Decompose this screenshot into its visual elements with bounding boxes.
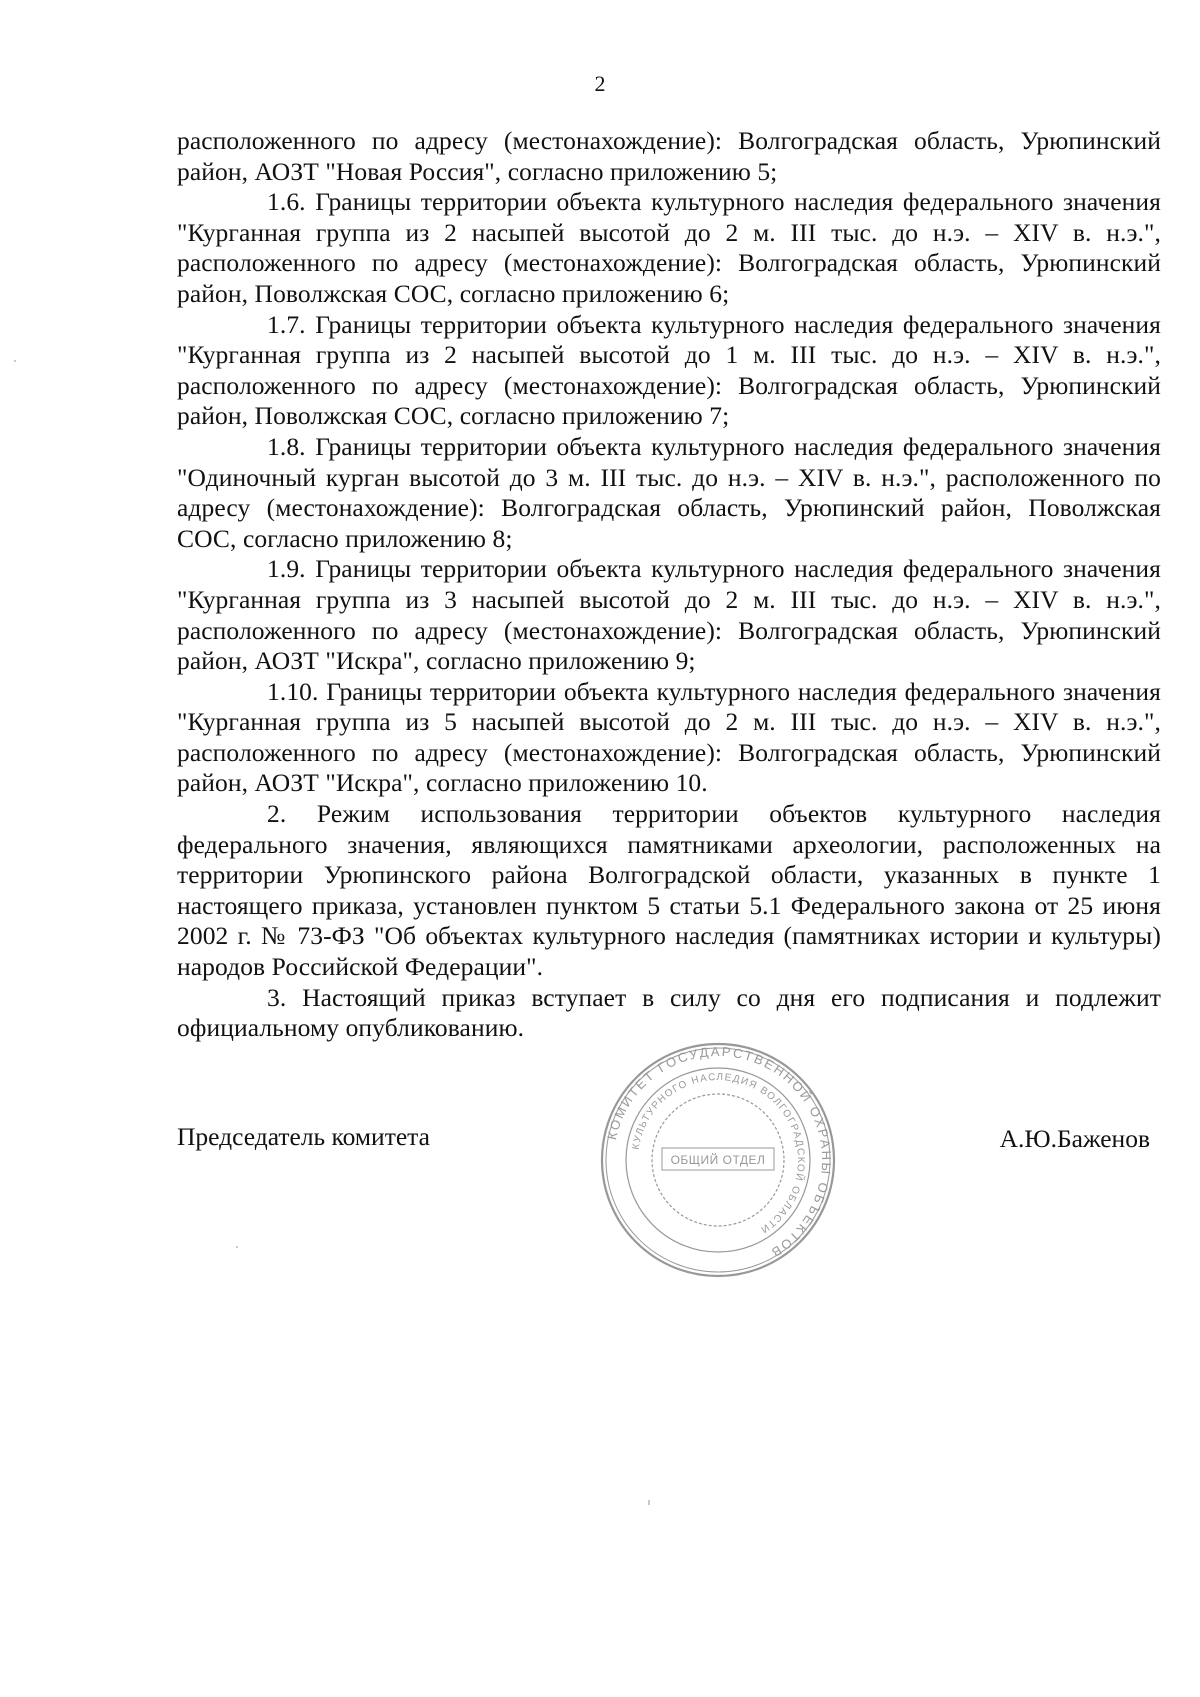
signatory-position: Председатель комитета: [177, 1122, 430, 1151]
document-body: [177, 126, 1161, 1044]
paragraph-continuation: расположенного по адресу (местонахождение): Волгоградская область, Урюпинский район, АОЗТ "Новая Россия", согласно приложению 5;: [177, 126, 1161, 186]
scan-artifact: [648, 1500, 650, 1505]
paragraph-2: 2. Режим использования территории объектов культурного наследия федерального значения, являющихся памятниками археологии, расположенных на территории Урюпинского района Волгоградской области, указанных в пункте 1 настоящего приказа, установлен пунктом 5 статьи 5.1 Федерального закона от 25 июня 2002 г. № 73-ФЗ "Об объектах культурного наследия (памятниках истории и культуры) народов Российской Федерации".: [177, 799, 1161, 982]
paragraph-1-10: 1.10. Границы территории объекта культурного наследия федерального значения "Курганная группа из 5 насыпей высотой до 2 м. III тыс. до н.э. – XIV в. н.э.", расположенного по адресу (местонахождение): Волгоградская область, Урюпинский район, АОЗТ "Искра", согласно приложению 10.: [177, 676, 1161, 798]
scan-artifact: [14, 360, 16, 362]
page-number: 2: [594, 71, 606, 96]
paragraph-1-6: 1.6. Границы территории объекта культурного наследия федерального значения "Курганная группа из 2 насыпей высотой до 2 м. III тыс. до н.э. – XIV в. н.э.", расположенного по адресу (местонахождение): Волгоградская область, Урюпинский район, Поволжская СОС, согласно приложению 6;: [177, 187, 1161, 308]
scan-artifact: [236, 1246, 238, 1248]
paragraph-1-8: 1.8. Границы территории объекта культурного наследия федерального значения "Одиночный курган высотой до 3 м. III тыс. до н.э. – XIV в. н.э.", расположенного по адресу (местонахождение): Волгоградская область, Урюпинский район, Поволжская СОС, согласно приложению 8;: [177, 431, 1161, 553]
stamp-outer-text: КОМИТЕТ ГОСУДАРСТВЕННОЙ ОХРАНЫ ОБЪЕКТОВ: [604, 1043, 835, 1262]
official-stamp: [598, 1040, 838, 1280]
stamp-center-text: ОБЩИЙ ОТДЕЛ: [670, 1153, 766, 1167]
signatory-name: А.Ю.Баженов: [999, 1124, 1150, 1153]
paragraph-1-9: 1.9. Границы территории объекта культурного наследия федерального значения "Курганная группа из 3 насыпей высотой до 2 м. III тыс. до н.э. – XIV в. н.э.", расположенного по адресу (местонахождение): Волгоградская область, Урюпинский район, АОЗТ "Искра", согласно приложению 9;: [177, 554, 1161, 676]
paragraph-1-7: 1.7. Границы территории объекта культурного наследия федерального значения "Курганная группа из 2 насыпей высотой до 1 м. III тыс. до н.э. – XIV в. н.э.", расположенного по адресу (местонахождение): Волгоградская область, Урюпинский район, Поволжская СОС, согласно приложению 7;: [177, 309, 1161, 431]
paragraph-3: 3. Настоящий приказ вступает в силу со дня его подписания и подлежит официальному опубликованию.: [177, 982, 1161, 1043]
stamp-inner-text: КУЛЬТУРНОГО НАСЛЕДИЯ ВОЛГОГРАДСКОЙ ОБЛАСТИ: [630, 1071, 807, 1236]
